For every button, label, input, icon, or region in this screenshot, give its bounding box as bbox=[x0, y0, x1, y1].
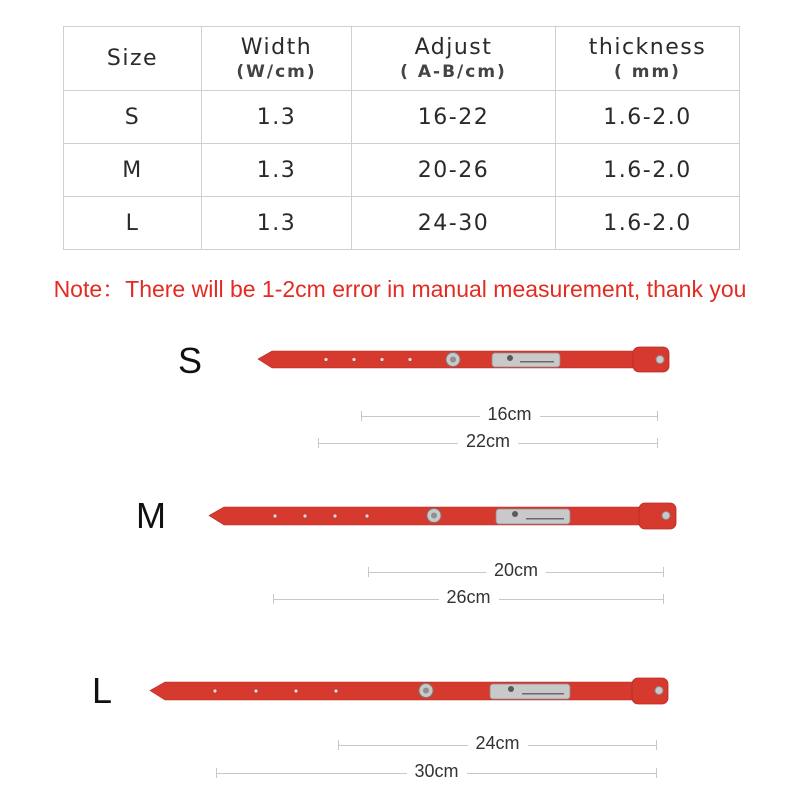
measure-min-label-s: 16cm bbox=[479, 403, 539, 425]
cell-thickness: 1.6-2.0 bbox=[556, 144, 740, 197]
table-row bbox=[64, 144, 740, 197]
collar-s bbox=[258, 344, 674, 376]
rivet-icon bbox=[446, 353, 460, 367]
header-adjust: Adjust ( A-B/cm) bbox=[352, 27, 556, 91]
header-width: Width (W/cm) bbox=[202, 27, 352, 91]
collar-strap-m bbox=[209, 499, 681, 533]
collar-m bbox=[209, 499, 681, 533]
nameplate-icon bbox=[492, 353, 560, 367]
measure-max-label-l: 30cm bbox=[406, 760, 466, 782]
cell-thickness: 1.6-2.0 bbox=[556, 91, 740, 144]
cell-width: 1.3 bbox=[202, 91, 352, 144]
measure-max-label-m: 26cm bbox=[438, 586, 498, 608]
cell-thickness: 1.6-2.0 bbox=[556, 197, 740, 250]
cell-size: M bbox=[64, 144, 202, 197]
header-width-unit: (W/cm) bbox=[236, 62, 317, 82]
measure-min-m bbox=[368, 560, 664, 580]
measure-min-s bbox=[361, 404, 658, 424]
measure-min-l bbox=[338, 733, 657, 753]
collar-size-label-l: L bbox=[92, 670, 113, 711]
measure-min-label-m: 20cm bbox=[486, 559, 546, 581]
collar-size-label-m: M bbox=[136, 495, 166, 536]
table-row bbox=[64, 91, 740, 144]
cell-adjust: 20-26 bbox=[352, 144, 556, 197]
cell-width: 1.3 bbox=[202, 144, 352, 197]
collar-size-label-s: S bbox=[178, 340, 203, 381]
measure-max-s bbox=[318, 431, 658, 451]
header-thickness: thickness ( mm) bbox=[556, 27, 740, 91]
measure-max-l bbox=[216, 761, 657, 781]
header-thickness-unit: ( mm) bbox=[614, 62, 681, 82]
measure-min-label-l: 24cm bbox=[467, 732, 527, 754]
header-adjust-unit: ( A-B/cm) bbox=[400, 62, 507, 82]
rivet-icon bbox=[419, 684, 433, 698]
measurement-note: Note：There will be 1-2cm error in manual measurement, thank you bbox=[53, 276, 747, 302]
cell-size: L bbox=[64, 197, 202, 250]
cell-size: S bbox=[64, 91, 202, 144]
rivet-icon bbox=[427, 509, 441, 523]
size-table bbox=[63, 26, 740, 250]
cell-width: 1.3 bbox=[202, 197, 352, 250]
measure-max-label-s: 22cm bbox=[458, 430, 518, 452]
cell-adjust: 16-22 bbox=[352, 91, 556, 144]
nameplate-icon bbox=[490, 684, 570, 699]
table-row bbox=[64, 197, 740, 250]
collar-l bbox=[150, 674, 671, 708]
cell-adjust: 24-30 bbox=[352, 197, 556, 250]
collar-strap-l bbox=[150, 674, 671, 708]
nameplate-icon bbox=[496, 509, 570, 524]
header-size: Size bbox=[64, 27, 202, 91]
table-header-row bbox=[64, 27, 740, 91]
collar-strap-s bbox=[258, 344, 674, 376]
measure-max-m bbox=[273, 587, 664, 607]
